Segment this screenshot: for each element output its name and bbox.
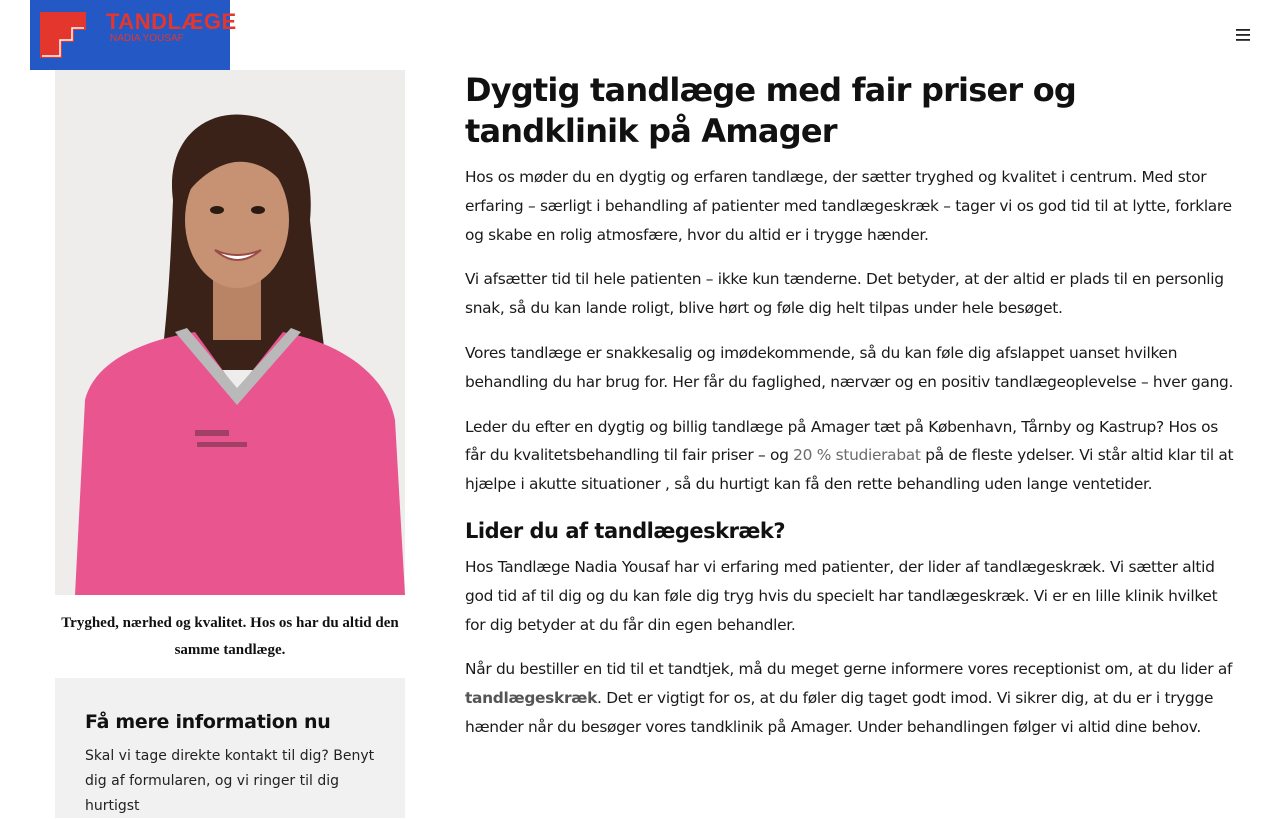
photo-caption: Tryghed, nærhed og kvalitet. Hos os har du altid den samme tandlæge. (61, 615, 399, 658)
dental-anxiety-link[interactable]: tandlægeskræk (465, 689, 598, 708)
contact-info-box (55, 678, 405, 818)
welcoming-paragraph: Vores tandlæge er snakkesalig og imødekommende, så du kan føle dig afslappet uanset hvilken behandling du har brug for. Her får du faglighed, nærvær og en positiv tandlægeoplevelse – hver gang. (465, 343, 1234, 391)
anxiety-paragraph: Hos Tandlæge Nadia Yousaf har vi erfaring med patienter, der lider af tandlægeskræk. Vi sætter altid god tid af til dig og du kan føle dig tryg hvis du specielt har tandlægeskræk. Vi er en lille klinik hvilket for dig betyder at du får din egen behandler. (465, 557, 1218, 634)
patient-paragraph: Vi afsætter tid til hele patienten – ikke kun tænderne. Det betyder, at der altid er plads til en personlig snak, så du kan lande roligt, blive hørt og føle dig helt tilpas under hele besøget. (465, 270, 1224, 318)
page-title: Dygtig tandlæge med fair priser og tandklinik på Amager (465, 71, 1076, 150)
site-header (0, 0, 1280, 70)
hamburger-icon[interactable] (1232, 24, 1254, 46)
student-discount-link[interactable]: 20 % studierabat (793, 446, 921, 465)
info-box-title: Få mere information nu (85, 711, 331, 733)
anxiety-heading: Lider du af tandlægeskræk? (465, 518, 786, 543)
info-box-text: Skal vi tage direkte kontakt til dig? Benyt dig af formularen, og vi ringer til dig hurtigst (85, 748, 375, 814)
booking-text-end: . Det er vigtigt for os, at du føler dig taget godt imod. Vi sikrer dig, at du er i trygge hænder når du besøger vores tandklinik på Amager. Under behandlingen følger vi altid dine behov. (465, 689, 1214, 736)
booking-paragraph (465, 655, 1240, 741)
booking-text-start: Når du bestiller en tid til et tandtjek, må du meget gerne informere vores receptionist om, at du lider af (465, 660, 1233, 679)
tooth-logo-icon (40, 12, 100, 58)
logo-title: TANDLÆGE (106, 9, 237, 34)
pricing-paragraph (465, 413, 1240, 499)
main-content (465, 70, 1240, 758)
dentist-photo (55, 70, 405, 595)
logo-subtitle: NADIA YOUSAF (110, 33, 184, 44)
pricing-text-start: Leder du efter en dygtig og billig tandlæge på Amager tæt på København, Tårnby og Kastrup? Hos os får du kvalitetsbehandling til fair priser – og (465, 417, 1218, 465)
site-logo[interactable] (30, 0, 237, 70)
intro-paragraph: Hos os møder du en dygtig og erfaren tandlæge, der sætter tryghed og kvalitet i centrum. Med stor erfaring – særligt i behandling af patienter med tandlægeskræk – tager vi os god tid til at lytte, forklare og skabe en rolig atmosfære, hvor du altid er i trygge hænder. (465, 168, 1232, 244)
pricing-text-end: på de fleste ydelser. Vi står altid klar til at hjælpe i akutte situationer , så du hurtigt kan få den rette behandling uden lange ventetider. (465, 446, 1234, 494)
dentist-portrait-image (55, 70, 405, 595)
